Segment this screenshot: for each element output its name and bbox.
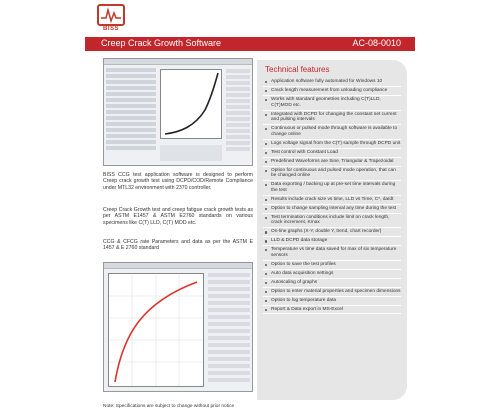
feature-list [263, 78, 401, 314]
list-item: Works with standard geometries including C(T)LLD, C(T)MOD etc. [263, 96, 401, 111]
screenshot-right-panel [226, 69, 250, 161]
footer-note: Note: Specifications are subject to change without prior notice [103, 404, 235, 409]
features-title: Technical features [265, 65, 330, 74]
logo-frame [97, 4, 125, 26]
header-bar [85, 37, 415, 51]
list-item: Temperature vs time data saved for max of six temperature sensors [263, 246, 401, 261]
document-title: Creep Crack Growth Software [101, 38, 222, 48]
biss-logo [97, 4, 125, 34]
list-item: Autoscaling of graphs [263, 279, 401, 288]
graph-curve-icon [109, 274, 203, 386]
list-item: Option to save the test profiles [263, 261, 401, 270]
screenshot-left-panel [106, 68, 156, 163]
list-item: Integrated with DCPD for changing the constant set current and pulsing intervals [263, 111, 401, 126]
list-item: Report & Data export in MS-Excel [263, 306, 401, 315]
list-item: Results include crack size vs time, LLD vs Time, C*, da/dt [263, 196, 401, 205]
software-screenshot-main [103, 58, 253, 166]
list-item: Data exporting / backing up at pre-set time intervals during the test [263, 181, 401, 196]
list-item: Application software fully automated for Windows 10 [263, 78, 401, 87]
list-item: Option to enter material properties and specimen dimensions [263, 288, 401, 297]
software-screenshot-graph [103, 262, 253, 392]
list-item: Option for continuous and pulsed mode operation, that can be changed online [263, 167, 401, 182]
list-item: LLD & DCPD data storage [263, 237, 401, 246]
screenshot-titlebar [104, 263, 252, 269]
list-item: Test termination conditions include limit on crack length, crack increment, Kmax [263, 214, 401, 229]
screenshot-graph [160, 69, 222, 139]
technical-features-panel [257, 60, 407, 400]
list-item: Crack length measurement from unloading compliance [263, 87, 401, 96]
list-item: On-line graphs (X-Y, double Y, trend, chart recorder) [263, 228, 401, 237]
intro-paragraph: BISS CCG test application software is designed to perform Creep crack growth test using DCPD/COD/Remote Compliance under MTL32 environment with 2370 controller. [103, 172, 253, 191]
standards-paragraph: Creep Crack Growth test and creep fatigue crack growth tests as per ASTM E1457 & ASTM E2760 standards on various specimens like C(T) LLD, C(T) MOD etc. [103, 207, 253, 226]
list-item: Test control with Constant Load [263, 149, 401, 158]
screenshot-graph [108, 273, 204, 387]
datasheet-page [85, 0, 415, 414]
list-item: Auto data acquisition settings [263, 270, 401, 279]
logo-wave-icon [99, 6, 123, 24]
document-code: AC-08-0010 [352, 38, 401, 48]
list-item: Option to change sampling interval any time during the test [263, 205, 401, 214]
screenshot-status-panel [160, 145, 222, 161]
rate-parameters-paragraph: CCG & CFCG rate Parameters and data as per the ASTM E 1457 & E 2760 standard [103, 239, 253, 252]
screenshot-titlebar [104, 59, 252, 65]
list-item: Continuous or pulsed mode through software is available to change online [263, 125, 401, 140]
list-item: Predefined Waveforms are Sine, Triangular & Trapezoidal [263, 158, 401, 167]
list-item: Logs voltage signal from the C(T) sample through DCPD unit [263, 140, 401, 149]
list-item: Option to log temperature data [263, 297, 401, 306]
screenshot-right-panel [208, 273, 250, 387]
graph-curve-icon [161, 70, 221, 138]
logo-text: BISS [102, 26, 119, 32]
